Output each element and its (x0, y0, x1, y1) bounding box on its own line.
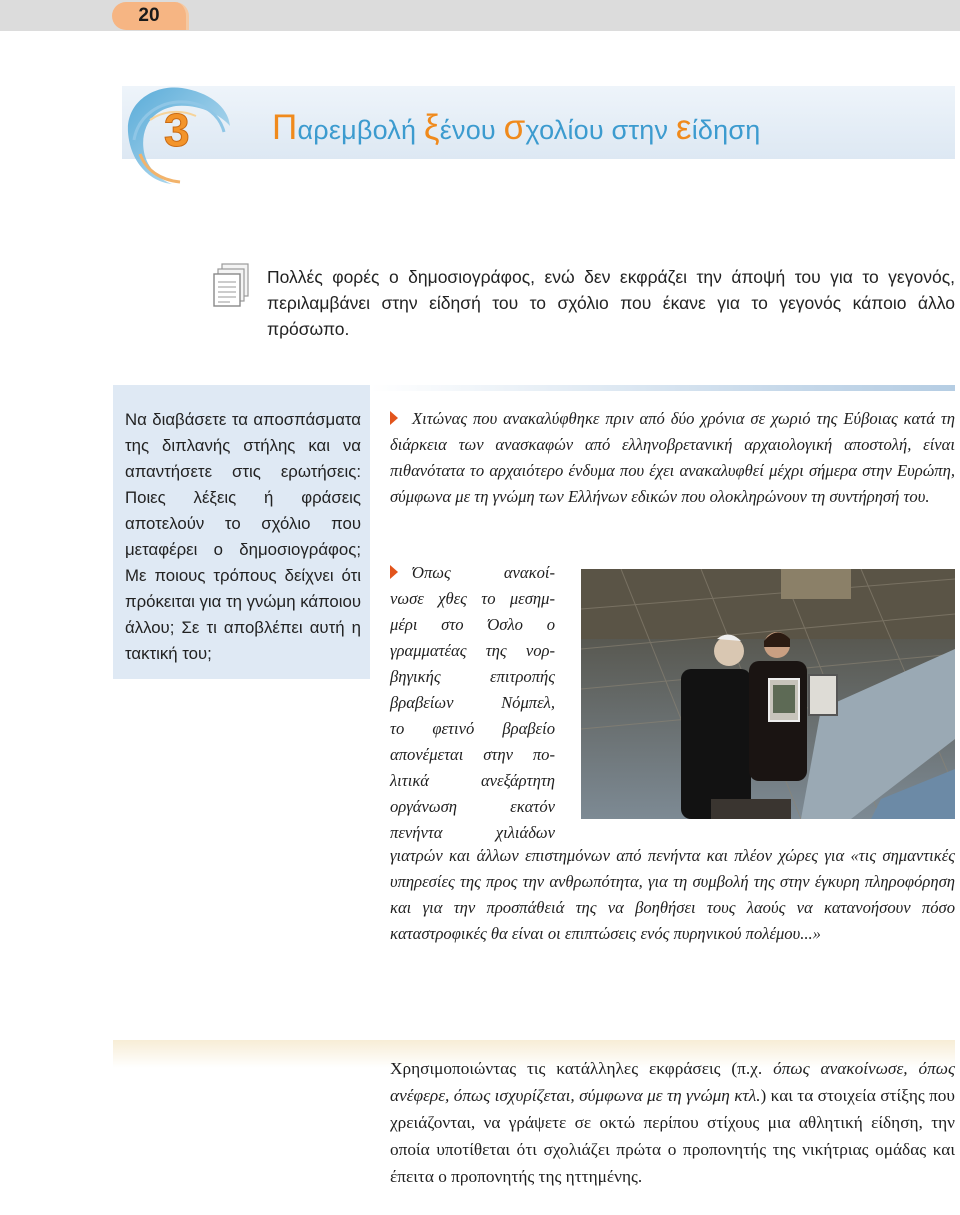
excerpt-2-line: μέρι στο Όσλο ο (390, 615, 555, 634)
title-segment: ξ (423, 108, 440, 147)
title-segment: ένου (439, 115, 504, 145)
task-questions: Να διαβάσετε τα αποσπάσματα της διπλανής στήλης και να απαντήσετε στις ερωτήσεις: Ποιες λέξεις ή φράσεις αποτελούν το σχόλιο που μεταφέρει ο δημοσιογράφος; Με ποιους τρόπους δείχνει ότι πρόκειται για τη γνώμη κάποιου άλλου; Σε τι αποβλέπει αυτή η τακτική του; (125, 410, 361, 663)
title-segment: αρεμβολή (297, 115, 424, 145)
intro-paragraph: Πολλές φορές ο δημοσιογράφος, ενώ δεν εκφράζει την άποψή του για το γεγονός, περιλαμβάνει στην είδησή του το σχόλιο που έκανε για το γεγονός κάποιο άλλο πρόσωπο. (267, 267, 955, 339)
excerpt-2-line: βραβείων Νόμπελ, (390, 693, 555, 712)
excerpt-2-line: Όπως ανακοί- (390, 560, 555, 586)
article-top-rule (370, 385, 955, 391)
excerpt-1-text: Χιτώνας που ανακαλύφθηκε πριν από δύο χρόνια σε χωριό της Εύβοιας κατά τη διάρκεια των ανασκαφών από ελληνοβρετανική αρχαιολογική αποστολή, είναι πιθανότατα το αρχαιότερο ένδυμα που έχει ανακαλυφθεί μέχρι σήμερα στην Ευρώπη, σύμφωνα με τη γνώμη των Ελλήνων εδικών που ολοκληρώνουν τη συντήρησή του. (390, 409, 955, 506)
article-excerpt-1 (390, 406, 955, 510)
exercise-examples: όπως ανακοίνωσε, όπως ανέφερε, όπως ισχυρίζεται, σύμφωνα με τη γνώμη κτλ. (390, 1059, 955, 1105)
article-excerpt-2-continued: γιατρών και άλλων επιστημόνων από πενήντα και πλέον χώρες για «τις σημαντικές υπηρεσίες της προς την ανθρωπότητα, για τη συμβολή της στην έγκυρη πληροφόρηση και για την προσπάθειά της να βοηθήσει τους λαούς να κατανοήσουν πόσο καταστροφικές θα είναι οι επιπτώσεις ενός πυρηνικού πολέμου...» (390, 846, 955, 943)
badge-number: 3 (164, 104, 190, 156)
title-segment: Π (272, 108, 298, 147)
exercise-part-3: ) και τα στοιχεία στίξης που χρειάζονται, να γράψετε σε οκτώ περίπου στίχους μια αθλητική είδηση, την οποία υποτίθεται ότι σχολιάζει πρώτα ο προπονητής της νικήτριας ομάδας και έπειτα ο προπονητής της ηττημένης. (390, 1086, 955, 1186)
exercise-part-1: Χρησιμοποιώντας τις κατάλληλες εκφράσεις (π.χ. (390, 1059, 774, 1078)
title-segment: ε (675, 108, 692, 147)
title-segment: χολίου στην (525, 115, 676, 145)
exercise-instructions (390, 1055, 955, 1190)
excerpt-2-line: πενήντα χιλιάδων (390, 823, 555, 842)
excerpt-2-line: λιτικά ανεξάρτητη (390, 771, 555, 790)
notes-stack-icon (212, 262, 252, 310)
section-title (272, 108, 760, 148)
bullet-arrow-icon (390, 565, 398, 579)
excerpt-2-line: απονέμεται στην πο- (390, 745, 555, 764)
swirl-badge-icon (120, 80, 240, 190)
excerpt-2-line: οργάνωση εκατόν (390, 797, 555, 816)
title-segment: σ (503, 108, 526, 147)
article-excerpt-2-column (390, 560, 555, 846)
page-number-tab (112, 2, 189, 30)
title-segment: ίδηση (691, 115, 761, 145)
page-number: 20 (138, 5, 160, 26)
excerpt-2-line: γραμματέας της νορ- (390, 641, 555, 660)
excerpt-2-line: βηγικής επιτροπής (390, 667, 555, 686)
excerpt-2-line: νωσε χθες το μεσημ- (390, 589, 555, 608)
nobel-ceremony-photo (581, 569, 955, 819)
bullet-arrow-icon (390, 411, 398, 425)
excerpt-2-line: το φετινό βραβείο (390, 719, 555, 738)
section-number-badge (120, 80, 240, 190)
